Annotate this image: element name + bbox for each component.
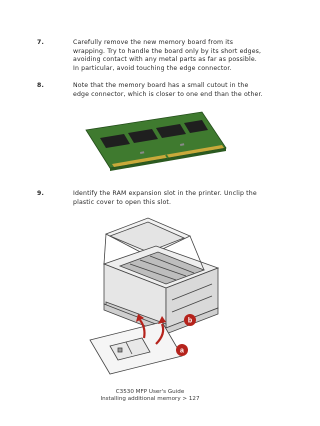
step-text-line: Note that the memory board has a small cutout in the: [73, 82, 249, 89]
step-text-line: In particular, avoid touching the edge connector.: [73, 64, 232, 72]
callout-b-badge: [184, 314, 196, 326]
step-text: [73, 82, 285, 99]
callout-a-badge: [176, 344, 188, 356]
step-number: 9.: [37, 190, 44, 197]
step-text-line: Identify the RAM expansion slot in the printer. Unclip the: [73, 190, 257, 197]
step-text-line: avoiding contact with any metal parts as far as possible.: [73, 56, 257, 64]
step-text-line: edge connector, which is closer to one end than the other.: [73, 90, 263, 98]
step-number: 8.: [37, 82, 44, 89]
printer-illustration: [86, 216, 238, 376]
memory-board-illustration: [80, 108, 230, 174]
step-number: 7.: [37, 39, 44, 46]
footer-section-page: Installing additional memory > 127: [100, 396, 200, 402]
step-text-line: wrapping. Try to handle the board only by its short edges,: [73, 47, 262, 55]
step-text: [73, 190, 285, 207]
step-text-line: Carefully remove the new memory board from its: [73, 39, 234, 46]
step-text-line: plastic cover to open this slot.: [73, 198, 172, 206]
step-text: [73, 39, 285, 73]
callout-a-label: a: [180, 347, 184, 355]
footer-guide-title: C3530 MFP User's Guide: [115, 389, 185, 395]
callout-b-label: b: [187, 317, 193, 325]
